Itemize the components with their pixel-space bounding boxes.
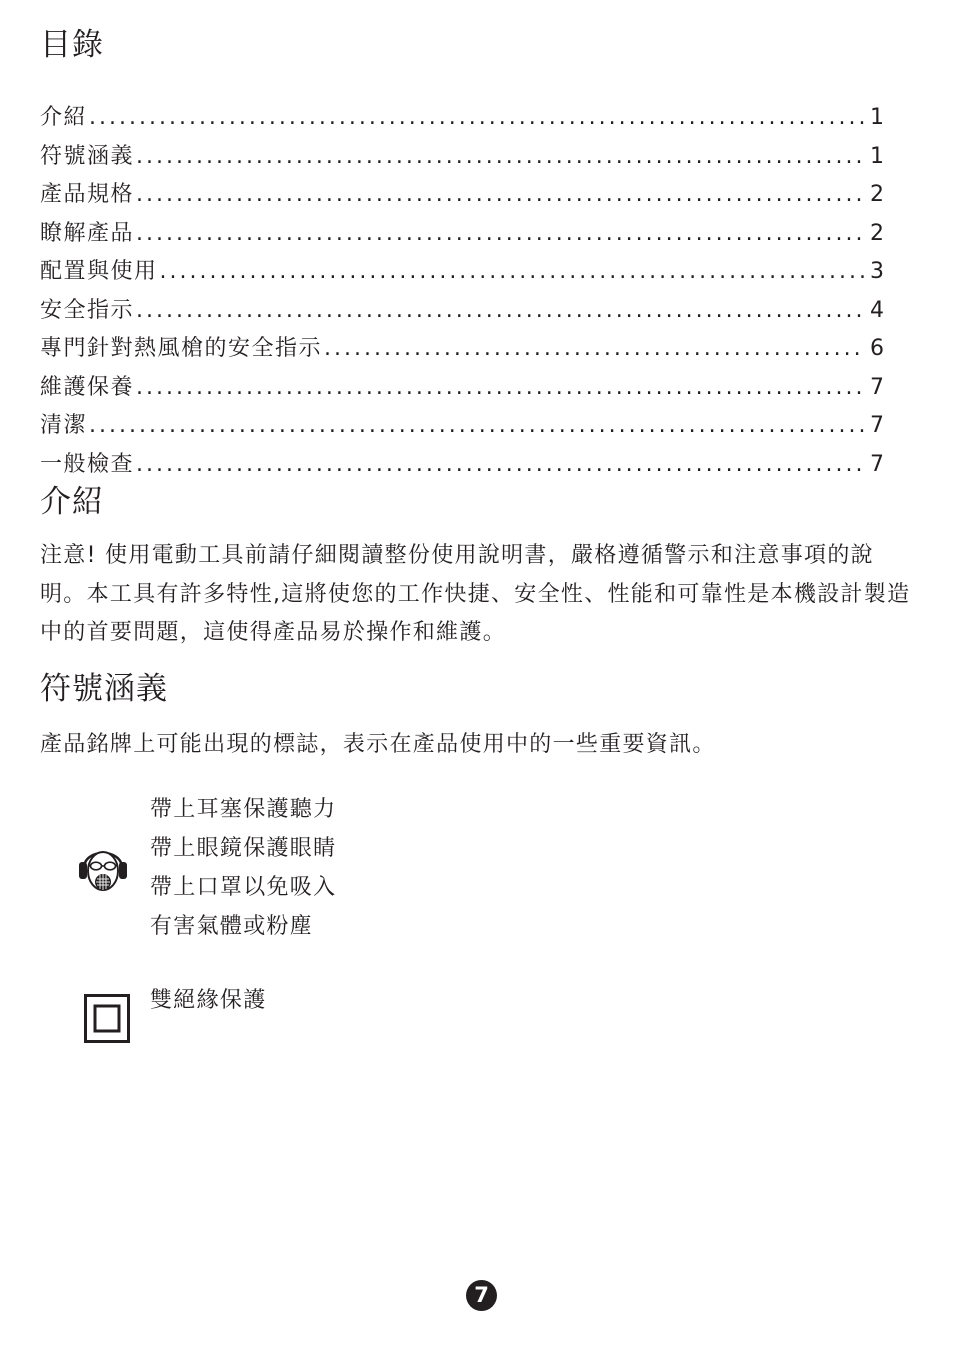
- toc-heading: 目錄: [40, 27, 104, 63]
- toc-entry[interactable]: [40, 100, 884, 139]
- toc-entry-label[interactable]: 安全指示: [40, 297, 135, 323]
- toc-entry-page: 7: [870, 374, 884, 400]
- toc-leader-dots: [136, 452, 866, 477]
- toc-entry[interactable]: [40, 139, 884, 178]
- toc-entry[interactable]: [40, 293, 884, 332]
- double-insulation-line: 雙絕緣保護: [150, 988, 267, 1013]
- toc-entry-label[interactable]: 瞭解產品: [40, 220, 135, 246]
- ppe-symbol-description: [150, 790, 336, 946]
- toc-leader-dots: [324, 336, 866, 361]
- double-insulation-icon: [84, 994, 130, 1043]
- toc-entry[interactable]: [40, 408, 884, 447]
- ppe-line: 帶上眼鏡保護眼睛: [150, 836, 337, 861]
- ppe-line: 有害氣體或粉塵: [150, 914, 314, 939]
- toc-entry[interactable]: [40, 177, 884, 216]
- toc-entry-label[interactable]: 介紹: [40, 105, 88, 130]
- ear-eye-respiratory-protection-icon: [78, 838, 128, 896]
- toc-entry-page: 1: [870, 105, 884, 130]
- toc-entry[interactable]: [40, 447, 884, 486]
- toc-entry[interactable]: [40, 216, 884, 255]
- toc-entry-page: 2: [870, 220, 884, 246]
- toc-leader-dots: [160, 259, 866, 284]
- toc-leader-dots: [89, 105, 866, 130]
- toc-leader-dots: [136, 375, 866, 400]
- toc-leader-dots: [136, 221, 866, 246]
- toc-entry[interactable]: [40, 331, 884, 370]
- toc-entry-label[interactable]: 配置與使用: [40, 259, 158, 284]
- intro-heading: 介紹: [40, 484, 104, 520]
- ppe-line: 帶上口罩以免吸入: [150, 875, 337, 900]
- toc-entry-label[interactable]: 產品規格: [40, 182, 135, 207]
- double-insulation-description: [150, 981, 267, 1020]
- symbols-paragraph: 產品銘牌上可能出現的標誌，表示在產品使用中的一些重要資訊。: [40, 732, 716, 757]
- toc-entry-page: 1: [870, 143, 884, 169]
- page-number-badge: 7: [466, 1280, 497, 1311]
- toc-entry-page: 2: [870, 182, 884, 207]
- toc-entry-label[interactable]: 符號涵義: [40, 143, 135, 169]
- toc-leader-dots: [136, 144, 866, 169]
- table-of-contents: [40, 100, 884, 485]
- symbols-heading: 符號涵義: [40, 671, 168, 707]
- toc-entry-label[interactable]: 一般檢查: [40, 451, 135, 477]
- toc-leader-dots: [136, 182, 866, 207]
- toc-entry-page: 3: [870, 259, 884, 284]
- toc-entry[interactable]: [40, 370, 884, 409]
- toc-entry-label[interactable]: 維護保養: [40, 374, 135, 400]
- toc-entry-page: 6: [870, 336, 884, 361]
- ppe-line: 帶上耳塞保護聽力: [150, 797, 337, 822]
- toc-entry-label[interactable]: 專門針對熱風槍的安全指示: [40, 336, 323, 361]
- toc-leader-dots: [136, 298, 866, 323]
- toc-entry-label[interactable]: 清潔: [40, 413, 88, 438]
- toc-entry-page: 4: [870, 297, 884, 323]
- toc-entry-page: 7: [870, 413, 884, 438]
- intro-paragraph: 注意! 使用電動工具前請仔細閱讀整份使用說明書，嚴格遵循警示和注意事項的說明。本工具有許多特性,這將使您的工作快捷、安全性、性能和可靠性是本機設計製造中的首要問題，這使得產品易於操作和維護。: [40, 543, 911, 645]
- toc-entry[interactable]: [40, 254, 884, 293]
- toc-leader-dots: [89, 413, 866, 438]
- toc-entry-page: 7: [870, 451, 884, 477]
